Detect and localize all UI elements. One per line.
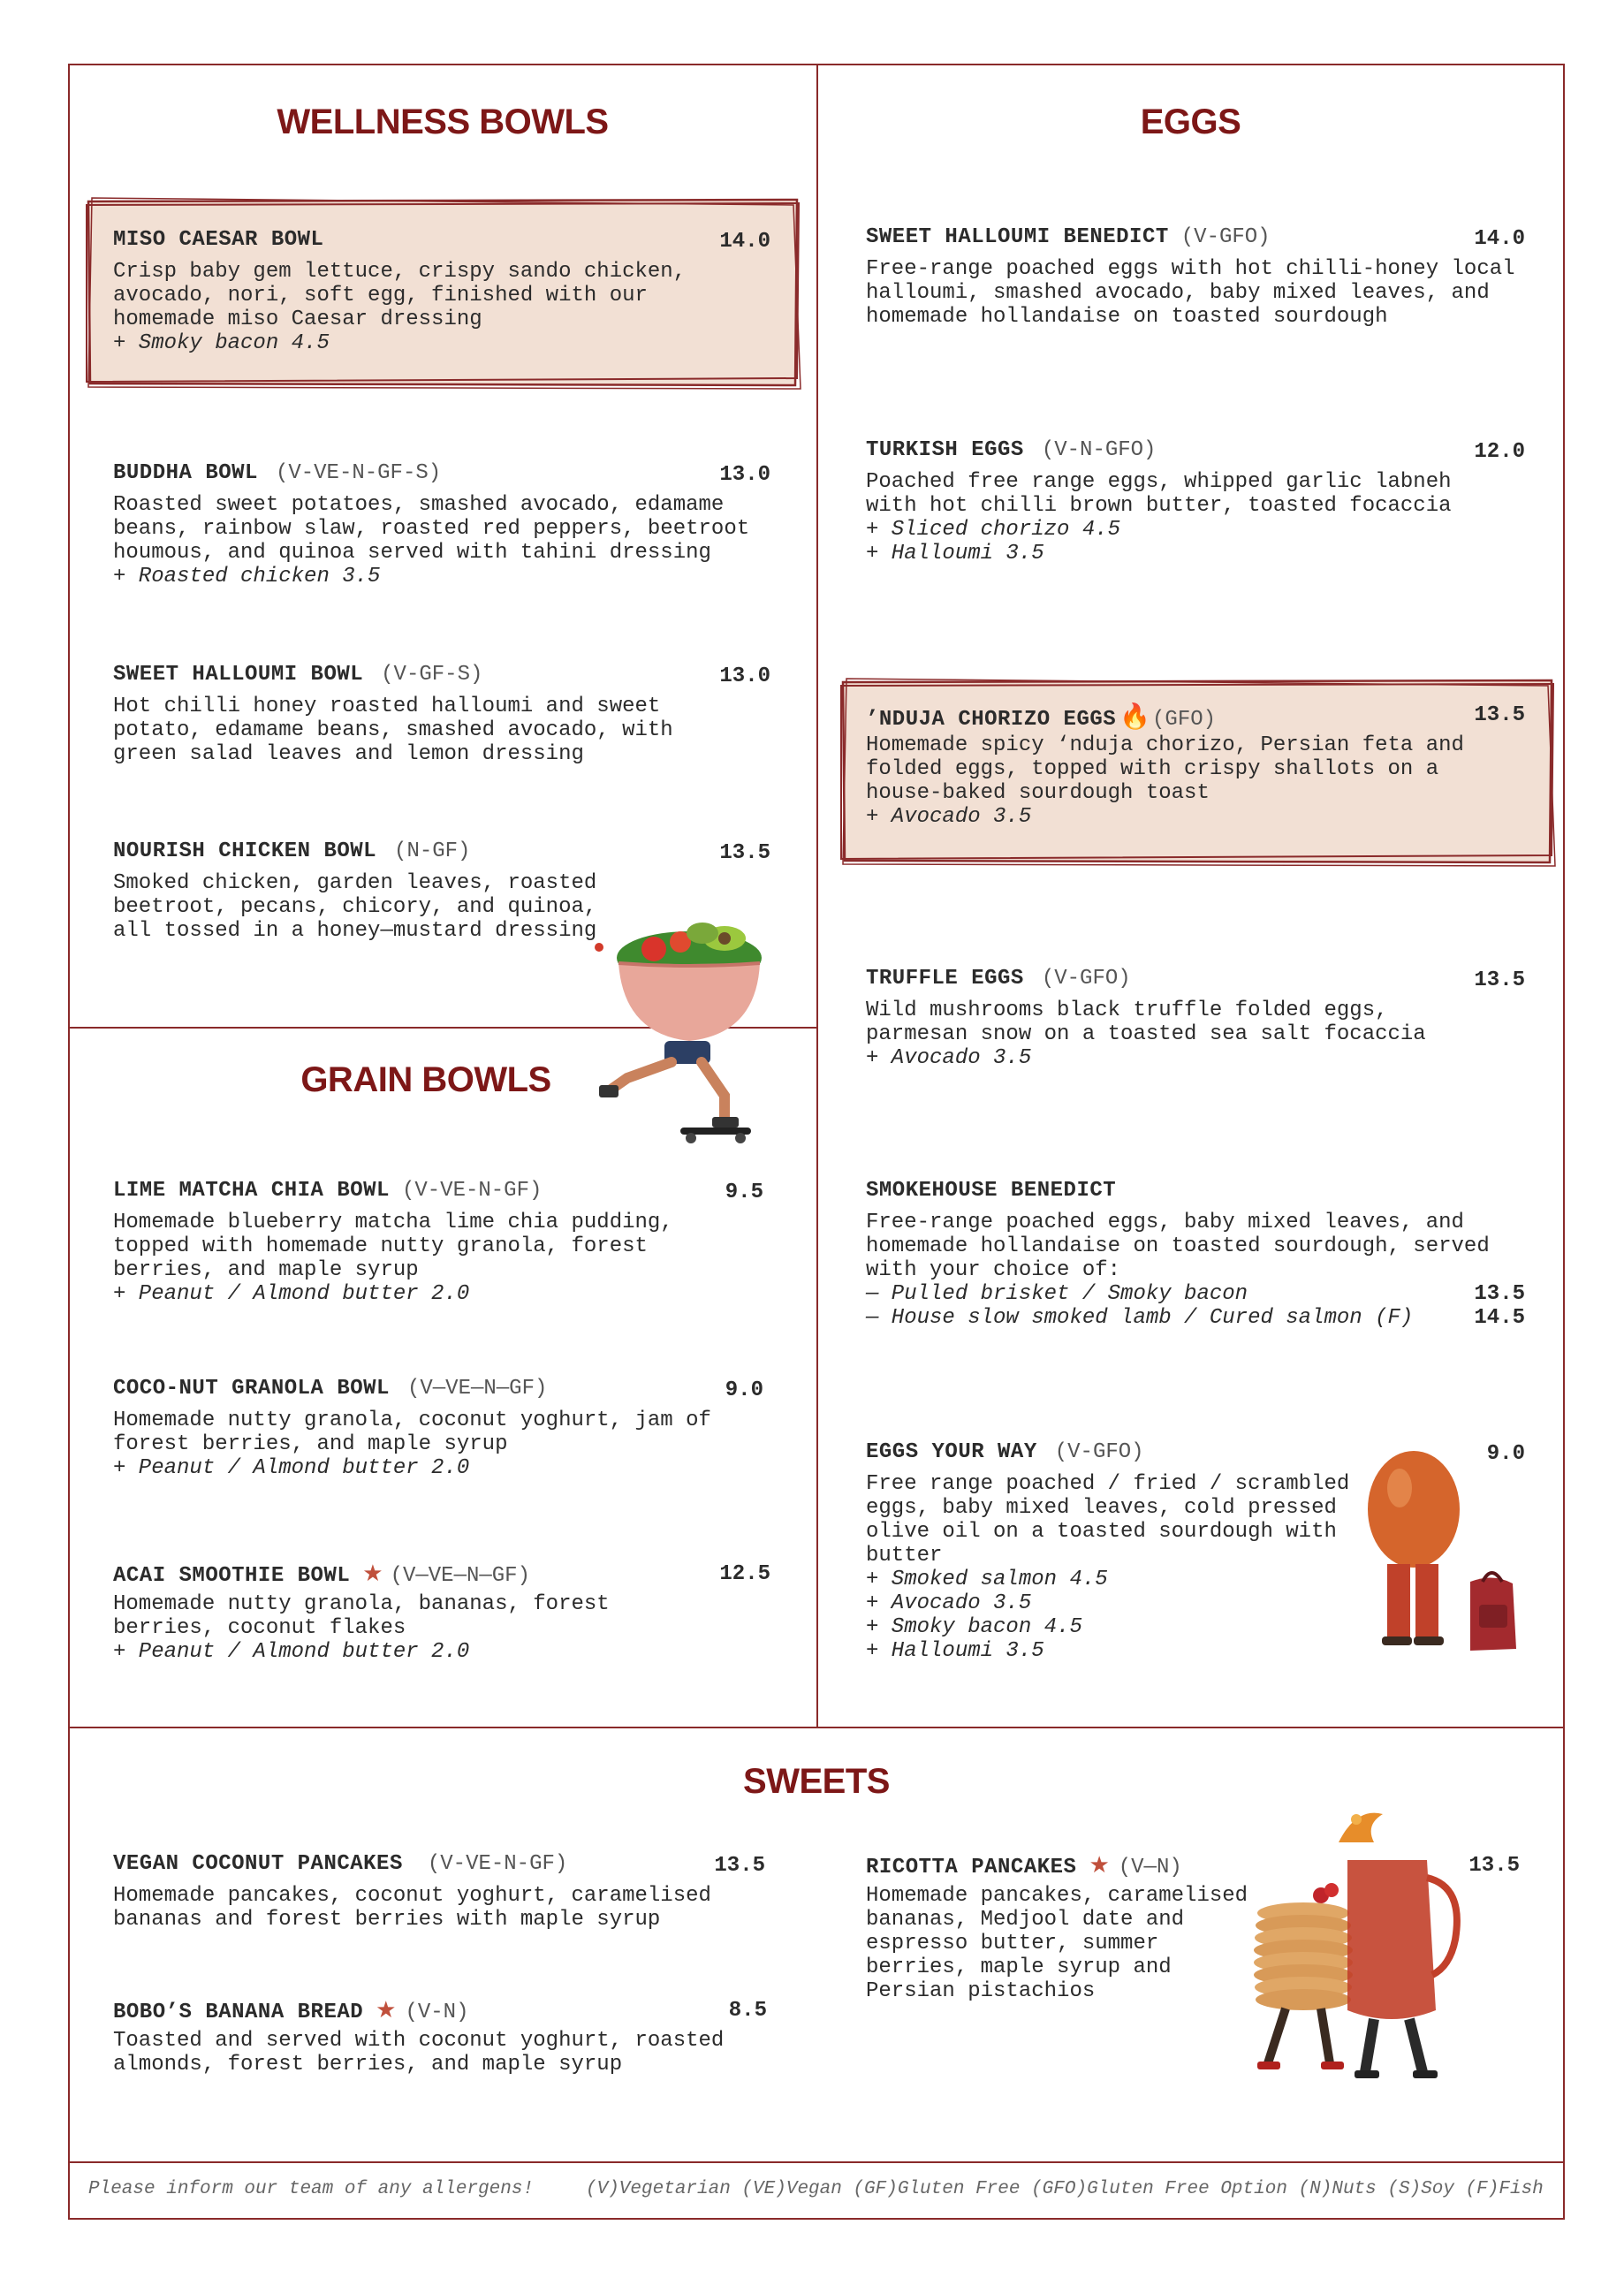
menu-item-truffle-eggs xyxy=(866,967,1525,1070)
menu-item-turkish-eggs xyxy=(866,438,1525,566)
item-description: Toasted and served with coconut yoghurt, roasted almonds, forest berries, and maple syrup xyxy=(113,2029,725,2077)
item-description: Free-range poached eggs with hot chilli-honey local halloumi, smashed avocado, baby mixed leaves, and homemade hollandaise on toasted sourdough xyxy=(866,257,1515,329)
item-addon: + Peanut / Almond butter 2.0 xyxy=(113,1282,470,1306)
item-addon: + Peanut / Almond butter 2.0 xyxy=(113,1456,470,1480)
footer-divider xyxy=(68,2161,1565,2163)
item-addon: + Smoky bacon 4.5 xyxy=(866,1615,1082,1639)
eggs-heading: EGGS xyxy=(1140,103,1241,141)
item-addon: + Smoky bacon 4.5 xyxy=(113,331,330,355)
option-price: 13.5 xyxy=(1474,1282,1525,1306)
item-name: SWEET HALLOUMI BENEDICT xyxy=(866,225,1169,249)
item-addon: + Halloumi 3.5 xyxy=(866,1639,1044,1663)
menu-item-coco-nut-granola-bowl xyxy=(113,1377,763,1480)
item-description: Crisp baby gem lettuce, crispy sando chicken, avocado, nori, soft egg, finished with our homemade miso Caesar dressing xyxy=(113,260,687,331)
menu-item-acai-smoothie-bowl xyxy=(113,1560,770,1664)
item-price: 13.5 xyxy=(1474,703,1525,727)
item-description: Poached free range eggs, whipped garlic labneh with hot chilli brown butter, toasted focaccia xyxy=(866,470,1452,518)
dietary-legend: (V)Vegetarian (VE)Vegan (GF)Gluten Free (GFO)Gluten Free Option (N)Nuts (S)Soy (F)Fish xyxy=(586,2179,1544,2199)
menu-item-buddha-bowl xyxy=(113,461,770,588)
item-price: 13.0 xyxy=(719,664,770,688)
item-name: SWEET HALLOUMI BOWL xyxy=(113,663,364,687)
item-name: ’NDUJA CHORIZO EGGS xyxy=(866,708,1117,732)
item-addon: + Roasted chicken 3.5 xyxy=(113,565,381,588)
item-name: NOURISH CHICKEN BOWL xyxy=(113,839,377,863)
item-description: Hot chilli honey roasted halloumi and sweet potato, edamame beans, smashed avocado, with green salad leaves and lemon dressing xyxy=(113,695,673,766)
item-price: 12.5 xyxy=(719,1562,770,1586)
menu-item-vegan-coconut-pancakes xyxy=(113,1852,765,1932)
item-option xyxy=(866,1306,1525,1330)
item-name: TURKISH EGGS xyxy=(866,438,1024,462)
item-description: Homemade nutty granola, bananas, forest berries, coconut flakes xyxy=(113,1592,610,1640)
menu-item-bobos-banana-bread xyxy=(113,1997,767,2077)
item-addon: + Halloumi 3.5 xyxy=(866,542,1044,566)
item-tags: (V-VE-N-GF-S) xyxy=(275,461,442,485)
menu-item-nduja-chorizo-eggs xyxy=(866,702,1525,829)
item-tags: (GFO) xyxy=(1152,708,1217,732)
item-tags: (V-GFO) xyxy=(1054,1440,1144,1464)
item-addon: + Sliced chorizo 4.5 xyxy=(866,518,1121,542)
item-tags: (V-GFO) xyxy=(1180,225,1271,249)
wellness-bowls-heading: WELLNESS BOWLS xyxy=(277,103,609,141)
grain-bowls-heading: GRAIN BOWLS xyxy=(300,1060,551,1099)
item-addon: + Avocado 3.5 xyxy=(866,805,1032,829)
pancakes-syrup-illustration xyxy=(1233,1807,1471,2090)
item-tags: (V-GFO) xyxy=(1041,967,1131,991)
star-icon: ★ xyxy=(1089,1852,1110,1879)
menu-item-sweet-halloumi-bowl xyxy=(113,663,770,766)
fire-icon: 🔥 xyxy=(1119,702,1151,731)
allergen-note: Please inform our team of any allergens! xyxy=(88,2179,535,2199)
item-price: 8.5 xyxy=(728,1999,767,2023)
item-description: Free range poached / fried / scrambled eggs, baby mixed leaves, cold pressed olive oil on a toasted sourdough with butter xyxy=(866,1472,1350,1568)
item-price: 13.5 xyxy=(1474,968,1525,992)
item-tags: (V-VE-N-GF) xyxy=(401,1179,543,1203)
item-option xyxy=(866,1282,1525,1306)
salad-skater-illustration xyxy=(592,901,778,1149)
menu-item-smokehouse-benedict xyxy=(866,1179,1525,1330)
option-text: — Pulled brisket / Smoky bacon xyxy=(866,1282,1248,1306)
item-name: RICOTTA PANCAKES xyxy=(866,1856,1077,1879)
vertical-divider xyxy=(816,64,818,1727)
option-text: — House slow smoked lamb / Cured salmon (F) xyxy=(866,1306,1414,1330)
item-tags: (V-VE-N-GF) xyxy=(427,1852,568,1876)
item-addon: + Smoked salmon 4.5 xyxy=(866,1568,1108,1591)
item-tags: (V—VE—N—GF) xyxy=(406,1377,548,1401)
sweets-divider xyxy=(68,1727,1565,1728)
item-price: 12.0 xyxy=(1474,440,1525,464)
item-name: MISO CAESAR BOWL xyxy=(113,228,324,252)
item-addon: + Avocado 3.5 xyxy=(866,1591,1032,1615)
item-name: TRUFFLE EGGS xyxy=(866,967,1024,991)
item-tags: (V-N) xyxy=(405,2001,469,2024)
item-description: Roasted sweet potatoes, smashed avocado, edamame beans, rainbow slaw, roasted red peppers, beetroot houmous, and quinoa served with tahini dressing xyxy=(113,493,750,565)
item-description: Homemade spicy ‘nduja chorizo, Persian feta and folded eggs, topped with crispy shallots on a house-baked sourdough toast xyxy=(866,733,1464,805)
item-description: Homemade pancakes, caramelised bananas, Medjool date and espresso butter, summer berries, maple syrup and Persian pistachios xyxy=(866,1884,1248,2003)
star-icon: ★ xyxy=(376,1997,397,2024)
item-name: BOBO’S BANANA BREAD xyxy=(113,2001,364,2024)
item-name: COCO-NUT GRANOLA BOWL xyxy=(113,1377,390,1401)
item-price: 13.0 xyxy=(719,463,770,487)
item-price: 13.5 xyxy=(1468,1854,1520,1878)
item-name: ACAI SMOOTHIE BOWL xyxy=(113,1564,351,1588)
item-name: LIME MATCHA CHIA BOWL xyxy=(113,1179,390,1203)
item-name: SMOKEHOUSE BENEDICT xyxy=(866,1179,1117,1203)
item-description: Wild mushrooms black truffle folded eggs, parmesan snow on a toasted sea salt focaccia xyxy=(866,999,1426,1046)
item-name: BUDDHA BOWL xyxy=(113,461,258,485)
item-addon: + Avocado 3.5 xyxy=(866,1046,1032,1070)
item-price: 9.0 xyxy=(1486,1442,1525,1466)
item-addon: + Peanut / Almond butter 2.0 xyxy=(113,1640,470,1664)
star-icon: ★ xyxy=(362,1560,383,1587)
item-tags: (V—N) xyxy=(1118,1856,1182,1879)
item-price: 14.0 xyxy=(719,230,770,254)
item-name: VEGAN COCONUT PANCAKES xyxy=(113,1852,403,1876)
option-price: 14.5 xyxy=(1474,1306,1525,1330)
item-price: 9.0 xyxy=(725,1378,763,1402)
item-description: Homemade nutty granola, coconut yoghurt, jam of forest berries, and maple syrup xyxy=(113,1409,711,1456)
item-description: Free-range poached eggs, baby mixed leaves, and homemade hollandaise on toasted sourdough, served with your choice of: xyxy=(866,1211,1490,1282)
item-tags: (V-GF-S) xyxy=(381,663,483,687)
item-tags: (N-GF) xyxy=(394,839,471,863)
sweets-heading: SWEETS xyxy=(743,1762,890,1801)
item-price: 13.5 xyxy=(714,1854,765,1878)
item-description: Homemade blueberry matcha lime chia pudding, topped with homemade nutty granola, forest berries, and maple syrup xyxy=(113,1211,673,1282)
item-price: 14.0 xyxy=(1474,227,1525,251)
menu-item-lime-matcha-chia-bowl xyxy=(113,1179,763,1306)
item-tags: (V—VE—N—GF) xyxy=(390,1564,530,1588)
item-tags: (V-N-GFO) xyxy=(1041,438,1157,462)
item-price: 9.5 xyxy=(725,1181,763,1204)
menu-item-sweet-halloumi-benedict xyxy=(866,225,1525,329)
item-description: Smoked chicken, garden leaves, roasted beetroot, pecans, chicory, and quinoa, all tossed in a honey—mustard dressing xyxy=(113,871,597,943)
menu-item-miso-caesar-bowl xyxy=(113,228,770,355)
item-name: EGGS YOUR WAY xyxy=(866,1440,1037,1464)
egg-character-illustration xyxy=(1361,1440,1537,1670)
item-price: 13.5 xyxy=(719,841,770,865)
item-description: Homemade pancakes, coconut yoghurt, caramelised bananas and forest berries with maple syrup xyxy=(113,1884,711,1932)
